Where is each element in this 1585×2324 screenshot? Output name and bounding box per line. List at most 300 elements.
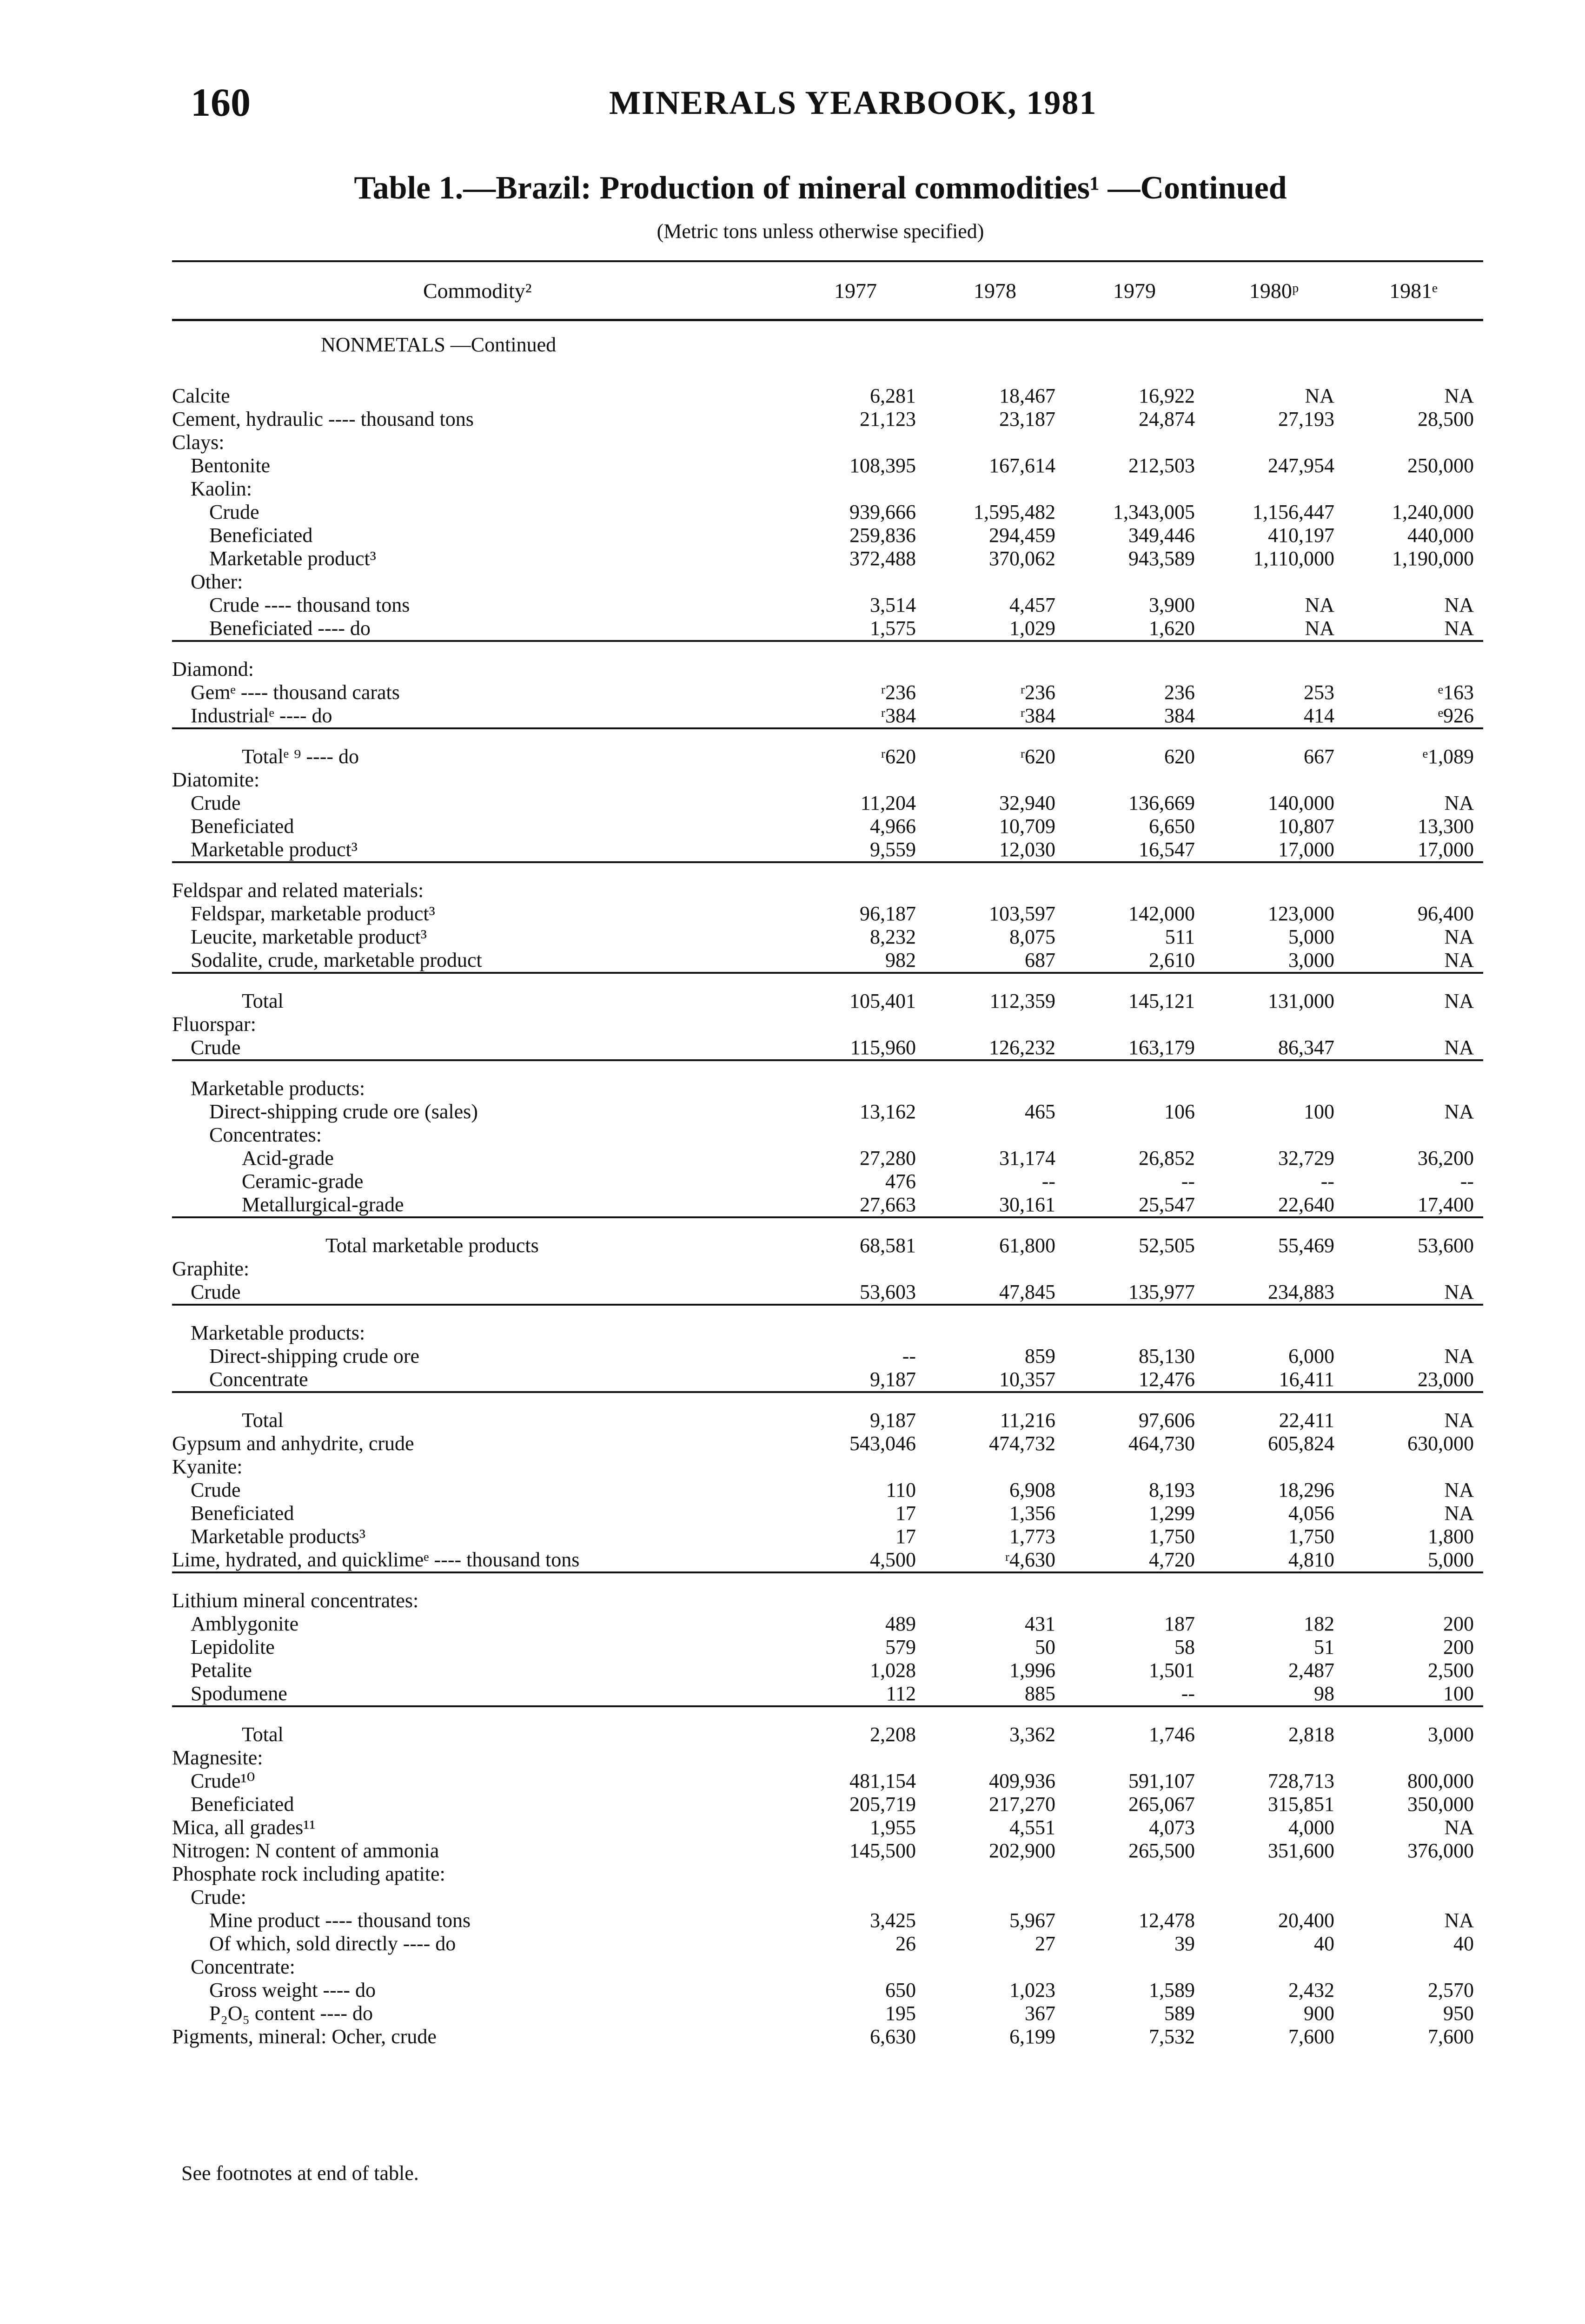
value-cell [1065, 1013, 1204, 1036]
value-cell: 939,666 [849, 501, 916, 523]
value-cell [1065, 431, 1204, 454]
value-cell: 212,503 [1128, 454, 1195, 477]
commodity-label: Concentrate: [191, 1955, 295, 1978]
table-row [172, 1281, 1483, 1305]
value-cell [1204, 477, 1344, 501]
value-cell: 18,467 [999, 384, 1055, 407]
commodity-label: Diamond: [172, 658, 254, 680]
value-cell: 61,800 [999, 1234, 1055, 1257]
commodity-label: Marketable products: [191, 1077, 365, 1100]
value-cell: 86,347 [1204, 1036, 1344, 1060]
value-cell: 100 [1344, 1682, 1483, 1706]
value-cell: 885 [925, 1682, 1065, 1706]
table-row [172, 1682, 1483, 1706]
value-cell: 163,179 [1065, 1036, 1204, 1060]
page-header [0, 79, 1585, 135]
value-cell: 52,505 [1139, 1234, 1195, 1257]
table-row [172, 1659, 1483, 1682]
value-cell: NA [1444, 990, 1474, 1012]
value-cell: 800,000 [1407, 1769, 1474, 1792]
commodity-label: Other: [191, 570, 243, 593]
commodity-label: Kyanite: [172, 1455, 243, 1478]
table-row [172, 408, 1483, 431]
value-cell: 28,500 [1418, 408, 1474, 430]
commodity-label: Total marketable products [325, 1234, 539, 1257]
value-cell [786, 1746, 925, 1769]
value-cell: 17 [895, 1502, 916, 1525]
commodity-label: Nitrogen: N content of ammonia [172, 1839, 439, 1862]
value-cell: 36,200 [1418, 1147, 1474, 1169]
value-cell: 6,908 [1009, 1479, 1055, 1501]
value-cell: 98 [1204, 1682, 1344, 1706]
value-cell [925, 570, 1065, 594]
value-cell [1344, 477, 1483, 501]
commodity-label: P₂O₅ content ---- do [209, 2002, 373, 2025]
commodity-label: Phosphate rock including apatite: [172, 1862, 445, 1885]
commodity-label: Totalᵉ ⁹ ---- do [242, 745, 359, 768]
commodity-label: Clays: [172, 431, 225, 454]
value-cell: 1,240,000 [1392, 501, 1474, 523]
value-cell: 350,000 [1407, 1793, 1474, 1816]
value-cell [925, 641, 1065, 681]
value-cell: 103,597 [989, 902, 1055, 925]
value-cell: 489 [885, 1612, 916, 1635]
value-cell: -- [1065, 1682, 1204, 1706]
value-cell: 1,190,000 [1392, 547, 1474, 570]
value-cell [1065, 570, 1204, 594]
value-cell: 58 [1174, 1636, 1195, 1658]
value-cell: 32,940 [999, 792, 1055, 814]
table-row [172, 641, 1483, 681]
value-cell: 431 [1025, 1612, 1055, 1635]
value-cell: 22,640 [1204, 1193, 1344, 1217]
commodity-label: Lepidolite [191, 1636, 275, 1658]
value-cell: 108,395 [849, 454, 916, 477]
value-cell: NA [1444, 1479, 1474, 1501]
value-cell [786, 768, 925, 792]
table-row [172, 862, 1483, 902]
table-row [172, 1706, 1483, 1746]
table-row [172, 681, 1483, 704]
value-cell: 26 [895, 1932, 916, 1955]
commodity-label: Feldspar and related materials: [172, 879, 424, 902]
value-cell: 30,161 [925, 1193, 1065, 1217]
value-cell: ʳ384 [786, 704, 925, 728]
commodity-label: Kaolin: [191, 477, 252, 500]
table-row [172, 704, 1483, 728]
commodity-label: Gemᵉ ---- thousand carats [191, 681, 400, 704]
value-cell: 589 [1164, 2002, 1195, 2025]
value-cell [1204, 1746, 1344, 1769]
section-row [172, 320, 1483, 385]
value-cell: 23,187 [999, 408, 1055, 430]
commodity-label: Marketable products³ [191, 1525, 366, 1548]
value-cell [1344, 1746, 1483, 1769]
commodity-label: Marketable product³ [172, 838, 786, 862]
commodity-label: Spodumene [172, 1682, 786, 1706]
table-row [172, 1305, 1483, 1345]
value-cell: 17,000 [1204, 838, 1344, 862]
table-row [172, 1170, 1483, 1193]
table-header [172, 261, 1483, 320]
value-cell: 1,773 [1009, 1525, 1055, 1548]
value-cell [1344, 1886, 1483, 1909]
value-cell: 982 [786, 949, 925, 973]
table-row [172, 1479, 1483, 1502]
value-cell: ᵉ1,089 [1422, 745, 1474, 768]
value-cell: 6,281 [870, 384, 916, 407]
value-cell: 3,000 [1204, 949, 1344, 973]
value-cell [786, 431, 925, 454]
value-cell: 26,852 [1139, 1147, 1195, 1169]
table-row [172, 594, 1483, 617]
value-cell: 6,650 [1149, 815, 1195, 838]
value-cell: NA [1444, 1345, 1474, 1367]
value-cell [1065, 1746, 1204, 1769]
value-cell: 265,500 [1128, 1839, 1195, 1862]
value-cell: 247,954 [1268, 454, 1334, 477]
table-row [172, 477, 1483, 501]
value-cell: NA [1444, 1409, 1474, 1432]
value-cell: ʳ384 [925, 704, 1065, 728]
value-cell [786, 862, 925, 902]
table-row [172, 1572, 1483, 1612]
value-cell: 100 [1304, 1100, 1334, 1123]
header-1978: 1978 [925, 261, 1065, 320]
value-cell: 6,000 [1288, 1345, 1334, 1367]
value-cell [1344, 431, 1483, 454]
value-cell: 8,075 [1009, 925, 1055, 948]
value-cell: 12,030 [925, 838, 1065, 862]
table-row [172, 1345, 1483, 1368]
value-cell: 1,746 [1149, 1723, 1195, 1746]
value-cell: 265,067 [1128, 1793, 1195, 1816]
value-cell: -- [1181, 1170, 1195, 1193]
value-cell: 236 [1164, 681, 1195, 704]
value-cell: 96,187 [860, 902, 916, 925]
commodity-label: Crude [191, 1479, 241, 1501]
value-cell: 27,280 [860, 1147, 916, 1169]
value-cell [1204, 1257, 1344, 1281]
table-row [172, 949, 1483, 973]
value-cell [786, 1886, 925, 1909]
value-cell: 27,193 [1278, 408, 1334, 430]
value-cell [786, 1123, 925, 1147]
value-cell: 10,709 [999, 815, 1055, 838]
value-cell: 511 [1165, 925, 1195, 948]
value-cell: 115,960 [786, 1036, 925, 1060]
value-cell: 294,459 [989, 524, 1055, 547]
table-row [172, 1502, 1483, 1525]
value-cell: 349,446 [1128, 524, 1195, 547]
value-cell: 202,900 [989, 1839, 1055, 1862]
table-row [172, 1636, 1483, 1659]
value-cell [925, 1746, 1065, 1769]
table-row [172, 524, 1483, 547]
table-row [172, 1769, 1483, 1793]
production-table [172, 260, 1483, 2048]
value-cell: NA [1344, 1036, 1483, 1060]
table-footnote: See footnotes at end of table. [181, 2162, 419, 2185]
value-cell: ᵉ163 [1438, 681, 1474, 704]
commodity-label: Crude [191, 792, 241, 814]
value-cell [786, 1305, 925, 1345]
value-cell: 123,000 [1268, 902, 1334, 925]
value-cell: 2,610 [1065, 949, 1204, 973]
value-cell: 7,600 [1428, 2025, 1474, 2048]
value-cell: 1,595,482 [974, 501, 1055, 523]
value-cell: 1,110,000 [1253, 547, 1334, 570]
value-cell: 3,900 [1149, 594, 1195, 616]
value-cell: 53,600 [1418, 1234, 1474, 1257]
value-cell: 250,000 [1407, 454, 1474, 477]
value-cell: 687 [925, 949, 1065, 973]
value-cell [925, 862, 1065, 902]
value-cell: 1,356 [1009, 1502, 1055, 1525]
value-cell: 68,581 [860, 1234, 916, 1257]
commodity-label: Sodalite, crude, marketable product [172, 949, 786, 973]
value-cell: 145,500 [849, 1839, 916, 1862]
value-cell: 13,162 [860, 1100, 916, 1123]
value-cell: 943,589 [1128, 547, 1195, 570]
table-row [172, 973, 1483, 1013]
value-cell: 17 [895, 1525, 916, 1548]
value-cell: 10,357 [925, 1368, 1065, 1392]
value-cell [786, 570, 925, 594]
value-cell: 4,551 [1009, 1816, 1055, 1839]
value-cell: 728,713 [1268, 1769, 1334, 1792]
commodity-label: Beneficiated ---- do [172, 617, 786, 641]
commodity-label: Metallurgical-grade [172, 1193, 786, 1217]
value-cell: ʳ620 [1020, 745, 1055, 768]
value-cell [786, 477, 925, 501]
value-cell: 1,299 [1149, 1502, 1195, 1525]
value-cell: 11,216 [1000, 1409, 1055, 1432]
table-row [172, 617, 1483, 641]
header-1979: 1979 [1065, 261, 1204, 320]
value-cell: 253 [1304, 681, 1334, 704]
value-cell: ʳ236 [881, 681, 916, 704]
value-cell [1065, 1955, 1204, 1979]
commodity-label: Of which, sold directly ---- do [209, 1932, 456, 1955]
table-row [172, 1932, 1483, 1955]
value-cell [1344, 1572, 1483, 1612]
value-cell: 39 [1174, 1932, 1195, 1955]
commodity-label: Beneficiated [191, 1502, 294, 1525]
commodity-label: Crude ---- thousand tons [209, 594, 410, 616]
commodity-label: Beneficiated [209, 524, 313, 547]
value-cell [1065, 477, 1204, 501]
value-cell: 32,729 [1278, 1147, 1334, 1169]
value-cell: 53,603 [786, 1281, 925, 1305]
value-cell [925, 768, 1065, 792]
commodity-label: Ceramic-grade [242, 1170, 364, 1193]
value-cell: 1,589 [1149, 1979, 1195, 2001]
commodity-label: Mica, all grades¹¹ [172, 1816, 316, 1839]
table-row [172, 431, 1483, 454]
value-cell: 20,400 [1278, 1909, 1334, 1932]
value-cell: 112,359 [989, 990, 1055, 1012]
value-cell: 126,232 [925, 1036, 1065, 1060]
table-row [172, 501, 1483, 524]
table-row [172, 2025, 1483, 2048]
table-row [172, 925, 1483, 949]
value-cell: 136,669 [1128, 792, 1195, 814]
commodity-label: Concentrate [172, 1368, 786, 1392]
value-cell [1204, 862, 1344, 902]
value-cell: 414 [1204, 704, 1344, 728]
value-cell: 18,296 [1278, 1479, 1334, 1501]
value-cell: 217,270 [989, 1793, 1055, 1816]
value-cell: 579 [885, 1636, 916, 1658]
value-cell: 40 [1314, 1932, 1334, 1955]
value-cell [1065, 1862, 1204, 1886]
value-cell: 4,073 [1149, 1816, 1195, 1839]
commodity-label: Beneficiated [191, 1793, 294, 1816]
value-cell: 182 [1304, 1612, 1334, 1635]
running-title: MINERALS YEARBOOK, 1981 [609, 84, 1097, 121]
value-cell: 6,630 [870, 2025, 916, 2048]
header-1981: 1981ᵉ [1344, 261, 1483, 320]
value-cell [1344, 862, 1483, 902]
value-cell: 27 [1035, 1932, 1055, 1955]
table-subtitle: (Metric tons unless otherwise specified) [657, 220, 984, 243]
value-cell [925, 1455, 1065, 1479]
commodity-label: Lithium mineral concentrates: [172, 1589, 419, 1612]
value-cell [925, 1013, 1065, 1036]
table-row [172, 768, 1483, 792]
commodity-label: Acid-grade [242, 1147, 334, 1169]
value-cell: 1,750 [1149, 1525, 1195, 1548]
value-cell [1204, 1060, 1344, 1100]
table-row [172, 1886, 1483, 1909]
value-cell [786, 1013, 925, 1036]
value-cell: 5,000 [1344, 1548, 1483, 1572]
value-cell [925, 1955, 1065, 1979]
value-cell: 6,199 [1009, 2025, 1055, 2048]
value-cell: 8,193 [1149, 1479, 1195, 1501]
value-cell: -- [1041, 1170, 1055, 1193]
table-row [172, 902, 1483, 925]
value-cell [1204, 1572, 1344, 1612]
value-cell: 591,107 [1128, 1769, 1195, 1792]
value-cell: NA [1344, 1281, 1483, 1305]
value-cell [1344, 1955, 1483, 1979]
commodity-label: Total [242, 1409, 284, 1432]
table-row [172, 1392, 1483, 1432]
value-cell [1204, 1886, 1344, 1909]
value-cell [1065, 768, 1204, 792]
commodity-label: Feldspar, marketable product³ [191, 902, 435, 925]
value-cell: 409,936 [989, 1769, 1055, 1792]
table-row [172, 384, 1483, 408]
value-cell: 55,469 [1278, 1234, 1334, 1257]
value-cell: 5,967 [1009, 1909, 1055, 1932]
value-cell [1065, 1886, 1204, 1909]
value-cell: 200 [1443, 1636, 1474, 1658]
commodity-label: Marketable product³ [209, 547, 376, 570]
table-row [172, 1862, 1483, 1886]
value-cell: 27,663 [786, 1193, 925, 1217]
value-cell: 16,922 [1139, 384, 1195, 407]
header-1980: 1980ᵖ [1204, 261, 1344, 320]
commodity-label: Fluorspar: [172, 1013, 256, 1036]
table-row [172, 454, 1483, 477]
value-cell: 372,488 [849, 547, 916, 570]
table-title: Table 1.—Brazil: Production of mineral commodities¹ —Continued [354, 170, 1287, 206]
value-cell: 4,056 [1288, 1502, 1334, 1525]
value-cell: 12,476 [1065, 1368, 1204, 1392]
table-row [172, 1839, 1483, 1862]
value-cell: 481,154 [849, 1769, 916, 1792]
commodity-label: Lime, hydrated, and quicklimeᵉ ---- thousand tons [172, 1548, 786, 1572]
value-cell: 410,197 [1268, 524, 1334, 547]
value-cell [925, 1572, 1065, 1612]
value-cell: 234,883 [1204, 1281, 1344, 1305]
value-cell [1204, 768, 1344, 792]
table-row [172, 1060, 1483, 1100]
table-row [172, 1816, 1483, 1839]
value-cell: 1,028 [870, 1659, 916, 1682]
value-cell [786, 1572, 925, 1612]
value-cell [1344, 1060, 1483, 1100]
value-cell: 195 [885, 2002, 916, 2025]
commodity-label: Crude [209, 501, 259, 523]
table-row [172, 547, 1483, 570]
value-cell [1204, 1862, 1344, 1886]
value-cell: 1,620 [1065, 617, 1204, 641]
value-cell: 187 [1164, 1612, 1195, 1635]
value-cell: 50 [1035, 1636, 1055, 1658]
value-cell: 900 [1304, 2002, 1334, 2025]
value-cell: 135,977 [1065, 1281, 1204, 1305]
value-cell [786, 1955, 925, 1979]
table-row [172, 1909, 1483, 1932]
value-cell: 2,432 [1288, 1979, 1334, 2001]
commodity-label: Bentonite [191, 454, 271, 477]
value-cell: 85,130 [1139, 1345, 1195, 1367]
value-cell: ᵉ926 [1344, 704, 1483, 728]
table-row [172, 1257, 1483, 1281]
value-cell [925, 1886, 1065, 1909]
value-cell: NA [1444, 384, 1474, 407]
value-cell: 4,000 [1288, 1816, 1334, 1839]
value-cell: 12,478 [1139, 1909, 1195, 1932]
value-cell: 47,845 [925, 1281, 1065, 1305]
value-cell: ʳ620 [881, 745, 916, 768]
value-cell: NA [1444, 1100, 1474, 1123]
value-cell: ʳ236 [1020, 681, 1055, 704]
value-cell: 23,000 [1344, 1368, 1483, 1392]
commodity-label: Total [242, 1723, 284, 1746]
value-cell: 11,204 [860, 792, 916, 814]
value-cell: NA [1444, 594, 1474, 616]
value-cell: NA [1305, 594, 1334, 616]
value-cell: 105,401 [849, 990, 916, 1012]
table-row [172, 1746, 1483, 1769]
table-row [172, 728, 1483, 768]
commodity-label: Industrialᵉ ---- do [172, 704, 786, 728]
table-row [172, 1612, 1483, 1636]
value-cell [1065, 641, 1204, 681]
commodity-label: Calcite [172, 384, 230, 407]
value-cell [1344, 1123, 1483, 1147]
value-cell: NA [1444, 1909, 1474, 1932]
value-cell: 131,000 [1268, 990, 1334, 1012]
value-cell: 376,000 [1407, 1839, 1474, 1862]
value-cell: -- [1460, 1170, 1474, 1193]
value-cell [1065, 1060, 1204, 1100]
